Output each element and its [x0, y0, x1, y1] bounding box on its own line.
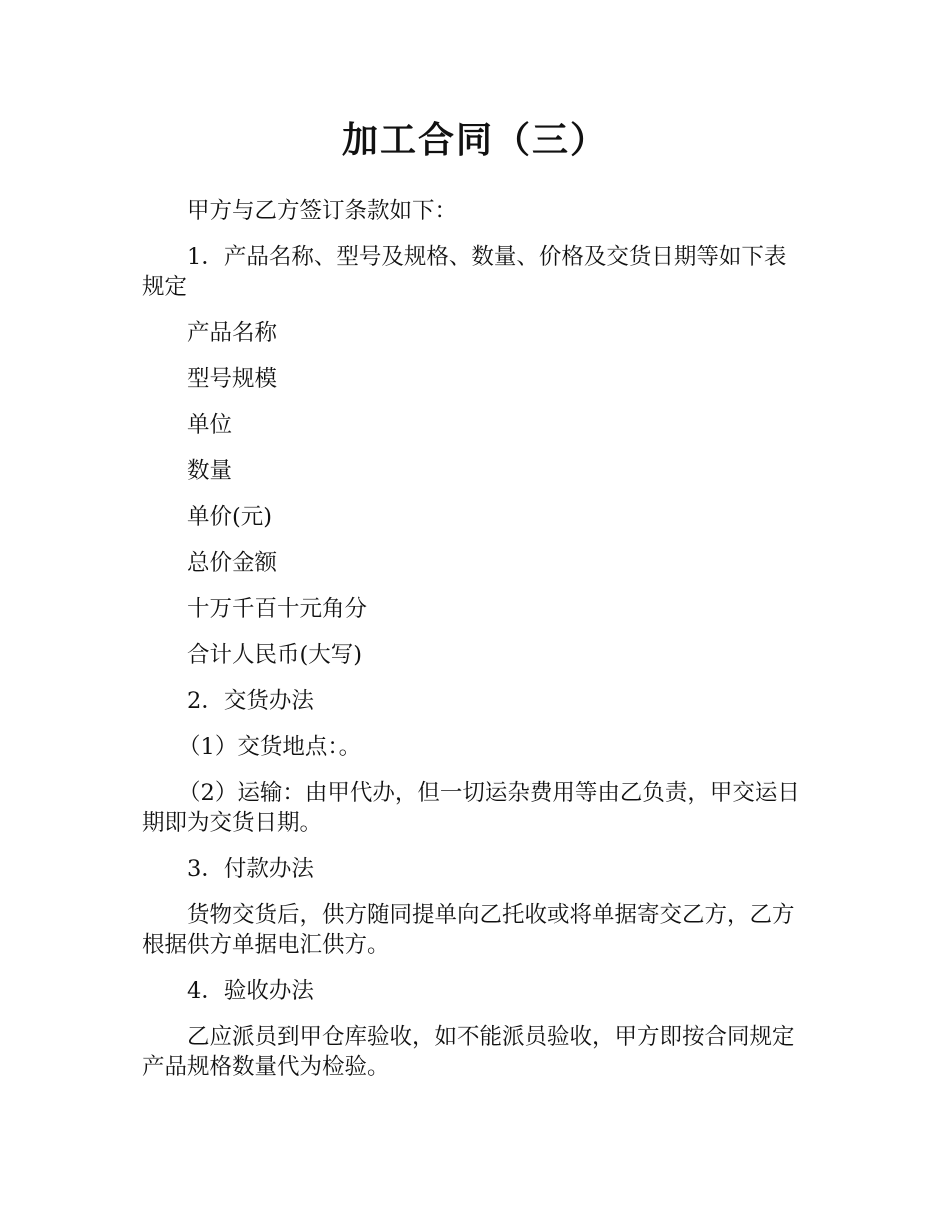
paragraph-clause-3: 3．付款办法: [187, 856, 314, 882]
document-body: [142, 196, 808, 1098]
table-field-quantity: 数量: [187, 458, 233, 484]
paragraph-inspection: 乙应派员到甲仓库验收，如不能派员验收，甲方即按合同规定产品规格数量代为检验。: [142, 1024, 795, 1080]
paragraph-clause-1: 1．产品名称、型号及规格、数量、价格及交货日期等如下表规定: [142, 244, 787, 300]
paragraph-clause-2: 2．交货办法: [187, 688, 314, 714]
table-field-amount-digits: 十万千百十元角分: [187, 596, 368, 622]
table-field-unit: 单位: [187, 412, 233, 438]
paragraph-payment: 货物交货后，供方随同提单向乙托收或将单据寄交乙方，乙方根据供方单据电汇供方。: [142, 902, 795, 958]
table-field-total-rmb: 合计人民币(大写): [187, 642, 363, 668]
document-title: 加工合同（三）: [341, 120, 608, 161]
paragraph-delivery-location: （1）交货地点：。: [178, 734, 362, 760]
paragraph-clause-4: 4．验收办法: [187, 978, 314, 1004]
table-field-model-spec: 型号规模: [187, 366, 278, 392]
paragraph-intro: 甲方与乙方签订条款如下：: [187, 198, 458, 224]
table-field-total-amount: 总价金额: [187, 550, 278, 576]
table-field-unit-price: 单价(元): [187, 504, 273, 530]
table-field-product-name: 产品名称: [187, 320, 278, 346]
paragraph-transport: （2）运输：由甲代办，但一切运杂费用等由乙负责，甲交运日期即为交货日期。: [142, 780, 800, 836]
